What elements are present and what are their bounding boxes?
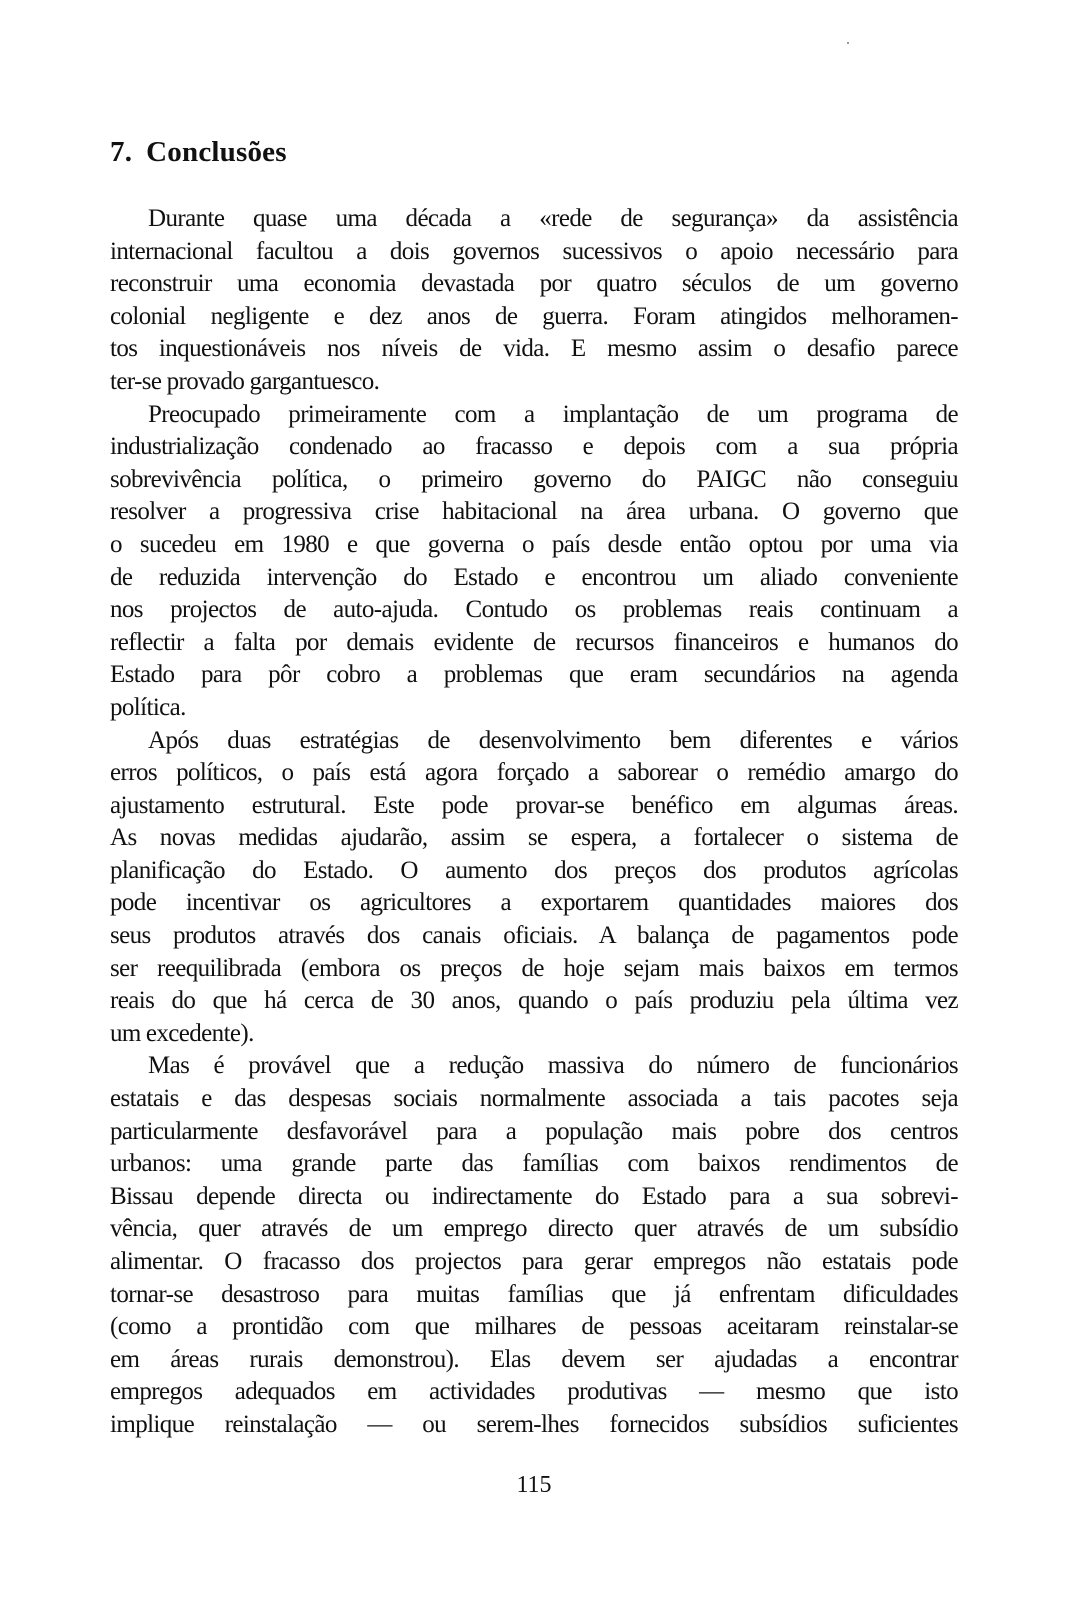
text-line: Mas é provável que a redução massiva do número de funcionários xyxy=(148,1052,958,1080)
paragraph-4 xyxy=(110,1050,958,1441)
text-line: colonial negligente e dez anos de guerra. Foram atingidos melhoramen- xyxy=(110,302,958,330)
text-line: Após duas estratégias de desenvolvimento bem diferentes e vários xyxy=(148,726,958,754)
text-line: reconstruir uma economia devastada por quatro séculos de um governo xyxy=(110,270,958,298)
text-line: urbanos: uma grande parte das famílias com baixos rendimentos de xyxy=(110,1150,958,1178)
text-line: resolver a progressiva crise habitacional na área urbana. O governo que xyxy=(110,498,958,526)
text-line: seus produtos através dos canais oficiais. A balança de pagamentos pode xyxy=(110,922,958,950)
section-number: 7. xyxy=(110,136,133,168)
text-line: particularmente desfavorável para a população mais pobre dos centros xyxy=(110,1117,958,1145)
paragraph-2 xyxy=(110,399,958,725)
text-line: planificação do Estado. O aumento dos preços dos produtos agrícolas xyxy=(110,856,958,884)
text-line: sobrevivência política, o primeiro governo do PAIGC não conseguiu xyxy=(110,465,958,493)
text-line: pode incentivar os agricultores a exportarem quantidades maiores dos xyxy=(110,889,958,917)
text-line: ter-se provado gargantuesco. xyxy=(110,367,380,395)
paragraph-1 xyxy=(110,203,958,399)
text-line: em áreas rurais demonstrou). Elas devem ser ajudadas a encontrar xyxy=(110,1345,958,1373)
text-line: vência, quer através de um emprego directo quer através de um subsídio xyxy=(110,1215,958,1243)
scan-speck xyxy=(847,42,849,44)
text-line: internacional facultou a dois governos sucessivos o apoio necessário para xyxy=(110,237,958,265)
text-line: tos inquestionáveis nos níveis de vida. E mesmo assim o desafio parece xyxy=(110,335,958,363)
text-line: erros políticos, o país está agora forçado a saborear o remédio amargo do xyxy=(110,759,958,787)
text-line: (como a prontidão com que milhares de pessoas aceitaram reinstalar-se xyxy=(110,1313,958,1341)
text-line: industrialização condenado ao fracasso e depois com a sua própria xyxy=(110,433,958,461)
text-line: As novas medidas ajudarão, assim se espera, a fortalecer o sistema de xyxy=(110,824,958,852)
paragraph-3 xyxy=(110,725,958,1051)
text-line: de reduzida intervenção do Estado e encontrou um aliado conveniente xyxy=(110,563,958,591)
text-line: um excedente). xyxy=(110,1019,254,1047)
text-line: Durante quase uma década a «rede de segurança» da assistência xyxy=(148,205,958,232)
text-line: reais do que há cerca de 30 anos, quando o país produziu pela última vez xyxy=(110,987,958,1015)
text-line: empregos adequados em actividades produtivas — mesmo que isto xyxy=(110,1378,958,1406)
section-title: Conclusões xyxy=(146,136,287,168)
text-line: reflectir a falta por demais evidente de recursos financeiros e humanos do xyxy=(110,628,958,656)
text-line: ser reequilibrada (embora os preços de hoje sejam mais baixos em termos xyxy=(110,954,958,982)
page-number: 115 xyxy=(516,1472,552,1498)
section-heading xyxy=(110,136,287,169)
text-line: estatais e das despesas sociais normalmente associada a tais pacotes seja xyxy=(110,1085,958,1113)
body-text xyxy=(110,203,958,1442)
text-line: Preocupado primeiramente com a implantação de um programa de xyxy=(148,400,958,428)
text-line: ajustamento estrutural. Este pode provar-se benéfico em algumas áreas. xyxy=(110,791,958,819)
text-line: o sucedeu em 1980 e que governa o país desde então optou por uma via xyxy=(110,530,958,558)
text-line: alimentar. O fracasso dos projectos para gerar empregos não estatais pode xyxy=(110,1248,958,1275)
text-line: Estado para pôr cobro a problemas que eram secundários na agenda xyxy=(110,661,958,689)
text-line: política. xyxy=(110,693,186,721)
text-line: tornar-se desastroso para muitas famílias que já enfrentam dificuldades xyxy=(110,1280,958,1308)
text-line: implique reinstalação — ou serem-lhes fornecidos subsídios suficientes xyxy=(110,1410,958,1438)
text-line: nos projectos de auto-ajuda. Contudo os problemas reais continuam a xyxy=(110,596,958,624)
text-line: Bissau depende directa ou indirectamente do Estado para a sua sobrevi- xyxy=(110,1182,958,1210)
